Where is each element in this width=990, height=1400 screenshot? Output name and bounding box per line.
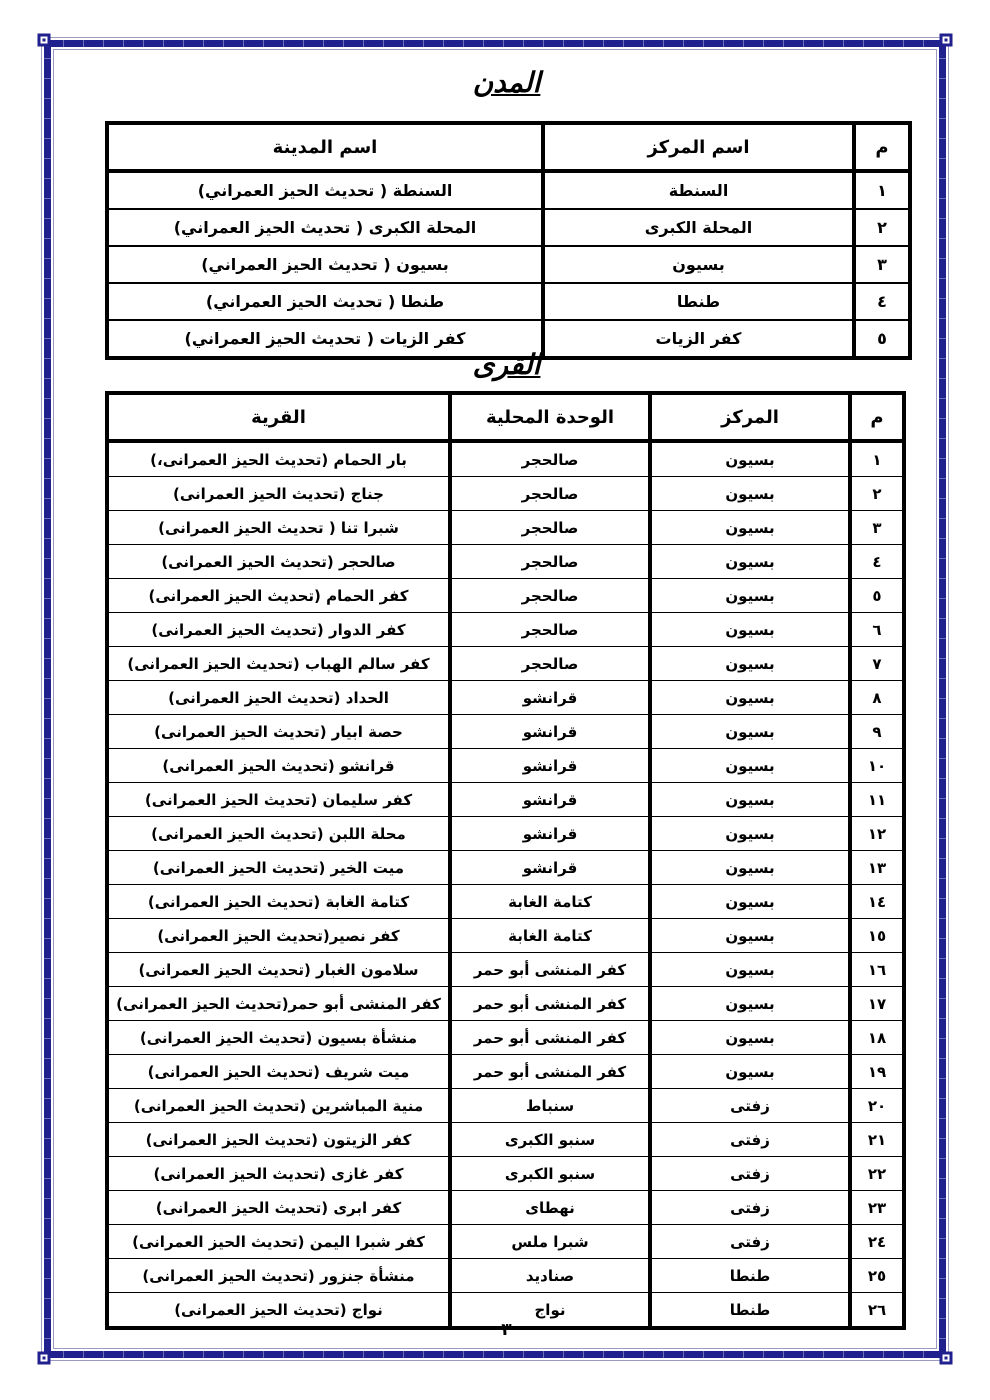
village-cell: كفر غازى (تحديث الحيز العمرانى) <box>107 1157 450 1191</box>
village-cell: كفر الزيتون (تحديث الحيز العمرانى) <box>107 1123 450 1157</box>
serial-cell: ١٦ <box>850 953 904 987</box>
serial-cell: ٢٢ <box>850 1157 904 1191</box>
table-row <box>107 246 910 283</box>
unit-cell: قرانشو <box>450 817 650 851</box>
center-cell: زفتى <box>650 1191 850 1225</box>
table-row <box>107 953 904 987</box>
center-cell: بسيون <box>650 1021 850 1055</box>
table-row <box>107 647 904 681</box>
center-cell: بسيون <box>543 246 854 283</box>
serial-cell: ١٩ <box>850 1055 904 1089</box>
city-cell: المحلة الكبرى ( تحديث الحيز العمراني) <box>107 209 543 246</box>
center-cell: بسيون <box>650 1055 850 1089</box>
serial-cell: ٢ <box>854 209 910 246</box>
cities-section-title: المدن <box>472 66 541 99</box>
city-cell: كفر الزيات ( تحديث الحيز العمراني) <box>107 320 543 358</box>
serial-cell: ٢٠ <box>850 1089 904 1123</box>
serial-cell: ٢٣ <box>850 1191 904 1225</box>
village-cell: الحداد (تحديث الحيز العمرانى) <box>107 681 450 715</box>
village-cell: ميت الخير (تحديث الحيز العمرانى) <box>107 851 450 885</box>
unit-cell: صالحجر <box>450 477 650 511</box>
villages-header-unit: الوحدة المحلية <box>450 393 650 441</box>
center-cell: زفتى <box>650 1157 850 1191</box>
unit-cell: كفر المنشى أبو حمر <box>450 953 650 987</box>
table-row <box>107 209 910 246</box>
village-cell: كفر الحمام (تحديث الحيز العمرانى) <box>107 579 450 613</box>
unit-cell: صالحجر <box>450 545 650 579</box>
serial-cell: ٢١ <box>850 1123 904 1157</box>
center-cell: بسيون <box>650 613 850 647</box>
villages-header-center: المركز <box>650 393 850 441</box>
serial-cell: ١٣ <box>850 851 904 885</box>
unit-cell: صالحجر <box>450 613 650 647</box>
unit-cell: قرانشو <box>450 681 650 715</box>
table-row <box>107 1089 904 1123</box>
table-row <box>107 171 910 209</box>
cities-header-city: اسم المدينة <box>107 123 543 171</box>
unit-cell: سنباط <box>450 1089 650 1123</box>
center-cell: بسيون <box>650 545 850 579</box>
serial-cell: ١ <box>850 441 904 477</box>
center-cell: بسيون <box>650 953 850 987</box>
serial-cell: ١٤ <box>850 885 904 919</box>
village-cell: نواج (تحديث الحيز العمرانى) <box>107 1293 450 1329</box>
center-cell: بسيون <box>650 681 850 715</box>
table-row <box>107 545 904 579</box>
village-cell: كفر المنشى أبو حمر(تحديث الحيز العمرانى) <box>107 987 450 1021</box>
serial-cell: ١٠ <box>850 749 904 783</box>
center-cell: بسيون <box>650 477 850 511</box>
village-cell: بار الحمام (تحديث الحيز العمرانى،) <box>107 441 450 477</box>
serial-cell: ١٥ <box>850 919 904 953</box>
villages-header-row <box>107 393 904 441</box>
serial-cell: ٦ <box>850 613 904 647</box>
serial-cell: ٢٦ <box>850 1293 904 1329</box>
center-cell: زفتى <box>650 1123 850 1157</box>
center-cell: طنطا <box>650 1259 850 1293</box>
center-cell: طنطا <box>650 1293 850 1329</box>
frame-corner-ornament <box>940 1352 953 1365</box>
unit-cell: نهطاى <box>450 1191 650 1225</box>
villages-section-title: القرى <box>472 348 541 381</box>
center-cell: المحلة الكبرى <box>543 209 854 246</box>
frame-corner-ornament <box>38 34 51 47</box>
table-row <box>107 1157 904 1191</box>
center-cell: بسيون <box>650 511 850 545</box>
table-row <box>107 1225 904 1259</box>
unit-cell: كفر المنشى أبو حمر <box>450 1021 650 1055</box>
city-cell: بسيون ( تحديث الحيز العمراني) <box>107 246 543 283</box>
cities-header-row <box>107 123 910 171</box>
table-row <box>107 477 904 511</box>
center-cell: بسيون <box>650 783 850 817</box>
center-cell: بسيون <box>650 579 850 613</box>
village-cell: كتامة الغابة (تحديث الحيز العمرانى) <box>107 885 450 919</box>
serial-cell: ٤ <box>850 545 904 579</box>
table-row <box>107 715 904 749</box>
serial-cell: ١١ <box>850 783 904 817</box>
village-cell: كفر سليمان (تحديث الحيز العمرانى) <box>107 783 450 817</box>
serial-cell: ٣ <box>850 511 904 545</box>
frame-edge-top <box>44 40 946 47</box>
center-cell: بسيون <box>650 987 850 1021</box>
center-cell: كفر الزيات <box>543 320 854 358</box>
village-cell: منشأة بسيون (تحديث الحيز العمرانى) <box>107 1021 450 1055</box>
table-row <box>107 1259 904 1293</box>
unit-cell: صالحجر <box>450 579 650 613</box>
unit-cell: قرانشو <box>450 851 650 885</box>
serial-cell: ٤ <box>854 283 910 320</box>
village-cell: منية المباشرين (تحديث الحيز العمرانى) <box>107 1089 450 1123</box>
table-row <box>107 1021 904 1055</box>
serial-cell: ٧ <box>850 647 904 681</box>
page-number: ٣ <box>501 1320 512 1340</box>
village-cell: كفر الدوار (تحديث الحيز العمرانى) <box>107 613 450 647</box>
table-row <box>107 681 904 715</box>
center-cell: بسيون <box>650 749 850 783</box>
village-cell: كفر سالم الهباب (تحديث الحيز العمرانى) <box>107 647 450 681</box>
unit-cell: كفر المنشى أبو حمر <box>450 987 650 1021</box>
table-row <box>107 579 904 613</box>
center-cell: بسيون <box>650 851 850 885</box>
table-row <box>107 749 904 783</box>
serial-cell: ٣ <box>854 246 910 283</box>
unit-cell: سنبو الكبرى <box>450 1123 650 1157</box>
serial-cell: ١ <box>854 171 910 209</box>
village-cell: شبرا تنا ( تحديث الحيز العمرانى) <box>107 511 450 545</box>
table-row <box>107 613 904 647</box>
center-cell: بسيون <box>650 885 850 919</box>
unit-cell: شبرا ملس <box>450 1225 650 1259</box>
village-cell: قرانشو (تحديث الحيز العمرانى) <box>107 749 450 783</box>
unit-cell: قرانشو <box>450 715 650 749</box>
villages-header-serial: م <box>850 393 904 441</box>
frame-edge-right <box>939 40 946 1358</box>
table-row <box>107 885 904 919</box>
table-row <box>107 783 904 817</box>
table-row <box>107 283 910 320</box>
frame-edge-left <box>44 40 51 1358</box>
serial-cell: ٢٤ <box>850 1225 904 1259</box>
frame-edge-bottom <box>44 1351 946 1358</box>
unit-cell: كتامة الغابة <box>450 919 650 953</box>
village-cell: حصة ابيار (تحديث الحيز العمرانى) <box>107 715 450 749</box>
cities-header-serial: م <box>854 123 910 171</box>
village-cell: محلة اللبن (تحديث الحيز العمرانى) <box>107 817 450 851</box>
table-row <box>107 1055 904 1089</box>
serial-cell: ١٨ <box>850 1021 904 1055</box>
table-row <box>107 919 904 953</box>
table-row <box>107 511 904 545</box>
unit-cell: صالحجر <box>450 647 650 681</box>
unit-cell: كفر المنشى أبو حمر <box>450 1055 650 1089</box>
cities-table <box>105 121 912 360</box>
serial-cell: ٢ <box>850 477 904 511</box>
serial-cell: ٥ <box>854 320 910 358</box>
unit-cell: كتامة الغابة <box>450 885 650 919</box>
villages-table <box>105 391 906 1330</box>
center-cell: زفتى <box>650 1089 850 1123</box>
village-cell: كفر ابرى (تحديث الحيز العمرانى) <box>107 1191 450 1225</box>
center-cell: بسيون <box>650 919 850 953</box>
village-cell: منشأة جنزور (تحديث الحيز العمرانى) <box>107 1259 450 1293</box>
table-row <box>107 817 904 851</box>
table-row <box>107 851 904 885</box>
village-cell: جناج (تحديث الحيز العمرانى) <box>107 477 450 511</box>
center-cell: بسيون <box>650 647 850 681</box>
serial-cell: ٢٥ <box>850 1259 904 1293</box>
village-cell: صالحجر (تحديث الحيز العمرانى) <box>107 545 450 579</box>
center-cell: بسيون <box>650 715 850 749</box>
table-row <box>107 1123 904 1157</box>
serial-cell: ٥ <box>850 579 904 613</box>
city-cell: طنطا ( تحديث الحيز العمراني) <box>107 283 543 320</box>
village-cell: كفر نصير(تحديث الحيز العمرانى) <box>107 919 450 953</box>
center-cell: بسيون <box>650 441 850 477</box>
unit-cell: صالحجر <box>450 441 650 477</box>
frame-corner-ornament <box>940 34 953 47</box>
village-cell: ميت شريف (تحديث الحيز العمرانى) <box>107 1055 450 1089</box>
table-row <box>107 987 904 1021</box>
serial-cell: ١٢ <box>850 817 904 851</box>
serial-cell: ٩ <box>850 715 904 749</box>
unit-cell: قرانشو <box>450 783 650 817</box>
table-row <box>107 441 904 477</box>
unit-cell: صناديد <box>450 1259 650 1293</box>
village-cell: سلامون الغبار (تحديث الحيز العمرانى) <box>107 953 450 987</box>
center-cell: بسيون <box>650 817 850 851</box>
village-cell: كفر شبرا اليمن (تحديث الحيز العمرانى) <box>107 1225 450 1259</box>
center-cell: زفتى <box>650 1225 850 1259</box>
table-row <box>107 1191 904 1225</box>
unit-cell: قرانشو <box>450 749 650 783</box>
unit-cell: سنبو الكبرى <box>450 1157 650 1191</box>
cities-header-center: اسم المركز <box>543 123 854 171</box>
frame-corner-ornament <box>38 1352 51 1365</box>
unit-cell: نواج <box>450 1293 650 1329</box>
villages-header-village: القرية <box>107 393 450 441</box>
serial-cell: ١٧ <box>850 987 904 1021</box>
serial-cell: ٨ <box>850 681 904 715</box>
center-cell: السنطة <box>543 171 854 209</box>
city-cell: السنطة ( تحديث الحيز العمراني) <box>107 171 543 209</box>
center-cell: طنطا <box>543 283 854 320</box>
unit-cell: صالحجر <box>450 511 650 545</box>
